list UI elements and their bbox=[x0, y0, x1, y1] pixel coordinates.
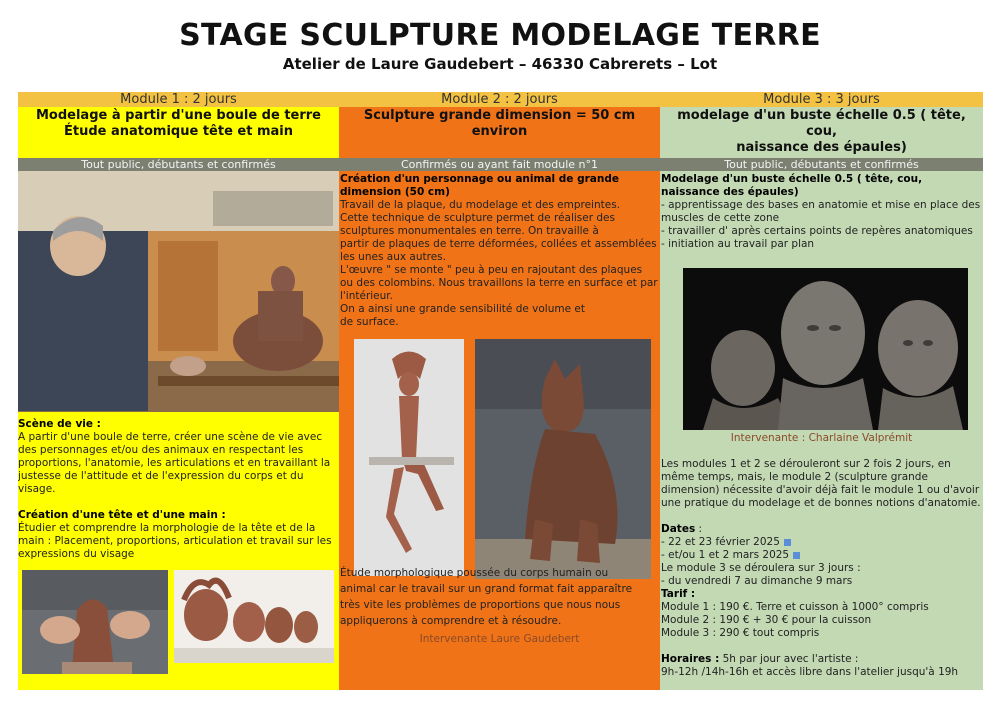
module2-intro-title: Création d'un personnage ou animal de grande dimension (50 cm) bbox=[340, 173, 619, 198]
module1-text bbox=[18, 418, 336, 561]
module2-intro-line: L'œuvre " se monte " peu à peu en rajoutant des plaques ou des colombins. Nous travaillons la terre en surface et par l'intérieur. bbox=[340, 264, 658, 302]
module3-audience: Tout public, débutants et confirmés bbox=[660, 158, 983, 171]
clay-dog-photo bbox=[475, 339, 651, 579]
page-title: STAGE SCULPTURE MODELAGE TERRE bbox=[179, 18, 821, 53]
schedule-text: Les modules 1 et 2 se dérouleront sur 2 fois 2 jours, en même temps, mais, le module 2 (sculpture grande dimension) nécessite d'avoir déjà fait le module 1 ou d'avoir une pratique du modelage et de bonnes notions d'anatomie. bbox=[661, 458, 981, 509]
module3-column bbox=[660, 92, 983, 690]
busts-photo bbox=[683, 268, 968, 430]
module1-header: Module 1 : 2 jours bbox=[18, 92, 339, 107]
workshop-photo bbox=[18, 171, 339, 412]
module2-intro-line: Cette technique de sculpture permet de réaliser des sculptures monumentales en terre. On travaille à bbox=[340, 212, 615, 237]
module1-subtitle bbox=[18, 108, 339, 140]
module3-intro bbox=[661, 173, 981, 251]
module1-subtitle-line2: Étude anatomique tête et main bbox=[63, 124, 294, 139]
module3-subtitle-line1: modelage d'un buste échelle 0.5 ( tête, cou, bbox=[677, 108, 966, 139]
module3-point: - travailler d' après certains points de repères anatomiques bbox=[661, 225, 973, 237]
module2-subtitle: Sculpture grande dimension = 50 cm environ bbox=[363, 108, 636, 139]
module3-dates-line2: - du vendredi 7 au dimanche 9 mars bbox=[661, 575, 853, 587]
blue-square-icon bbox=[784, 539, 791, 546]
tarif-item: Module 2 : 190 € + 30 € pour la cuisson bbox=[661, 614, 872, 626]
scene-title: Scène de vie : bbox=[18, 418, 101, 430]
blue-square-icon bbox=[793, 552, 800, 559]
module2-speaker: Intervenante Laure Gaudebert bbox=[419, 633, 580, 645]
hours-line: Horaires : 5h par jour avec l'artiste : bbox=[661, 653, 859, 665]
tarif-item: Module 3 : 290 € tout compris bbox=[661, 627, 820, 639]
module1-column bbox=[18, 92, 339, 690]
date-item: - 22 et 23 février 2025 bbox=[661, 536, 981, 549]
hours-detail: 9h-12h /14h-16h et accès libre dans l'atelier jusqu'à 19h bbox=[661, 666, 959, 678]
module3-header: Module 3 : 3 jours bbox=[660, 92, 983, 107]
module1-audience: Tout public, débutants et confirmés bbox=[18, 158, 339, 171]
date-item: - et/ou 1 et 2 mars 2025 bbox=[661, 549, 981, 562]
module2-audience: Confirmés ou ayant fait module n°1 bbox=[339, 158, 660, 171]
dates-title: Dates : bbox=[661, 523, 703, 535]
page-subtitle: Atelier de Laure Gaudebert – 46330 Cabrerets – Lot bbox=[282, 55, 718, 73]
module3-subtitle bbox=[660, 108, 983, 156]
module3-subtitle-line2: naissance des épaules) bbox=[736, 140, 907, 155]
module2-intro-line: partir de plaques de terre déformées, collées et assemblées les unes aux autres. bbox=[340, 238, 657, 263]
module3-info bbox=[661, 458, 981, 679]
module1-subtitle-line1: Modelage à partir d'une boule de terre bbox=[35, 108, 321, 123]
module3-point: - initiation au travail par plan bbox=[661, 238, 815, 250]
module3-dates-line1: Le module 3 se déroulera sur 3 jours : bbox=[661, 562, 861, 574]
module2-intro bbox=[340, 173, 658, 329]
module2-column bbox=[339, 92, 660, 690]
module2-header: Module 2 : 2 jours bbox=[339, 92, 660, 107]
head-hand-text: Étudier et comprendre la morphologie de la tête et de la main : Placement, proportions, articulation et travail sur les expressions du visage bbox=[18, 522, 332, 560]
module3-intro-title: Modelage d'un buste échelle 0.5 ( tête, cou, naissance des épaules) bbox=[661, 173, 923, 198]
module2-study-text: Étude morphologique poussée du corps humain ou animal car le travail sur un grand format fait apparaître très vite les problèmes de proportions que nous nous appliquerons à comprendre et à résoudre. bbox=[340, 567, 633, 627]
scene-text: A partir d'une boule de terre, créer une scène de vie avec des personnages et/ou des animaux en respectant les proportions, l'anatomie, les articulations et en travaillant la justesse de l'attitude et de l'expression du corps et du visage. bbox=[18, 431, 331, 495]
seated-figure-photo bbox=[354, 339, 464, 576]
module3-point: - apprentissage des bases en anatomie et mise en place des muscles de cette zone bbox=[661, 199, 981, 224]
module3-speaker: Intervenante : Charlaine Valprémit bbox=[730, 432, 913, 444]
tarif-title: Tarif : bbox=[661, 588, 696, 600]
hands-modeling-photo bbox=[22, 570, 168, 674]
head-hand-title: Création d'une tête et d'une main : bbox=[18, 509, 226, 521]
module2-intro-line: Travail de la plaque, du modelage et des empreintes. bbox=[340, 199, 621, 211]
module2-intro-line: On a ainsi une grande sensibilité de volume et de surface. bbox=[340, 303, 585, 328]
clay-heads-photo bbox=[174, 570, 334, 663]
tarif-item: Module 1 : 190 €. Terre et cuisson à 1000° compris bbox=[661, 601, 929, 613]
